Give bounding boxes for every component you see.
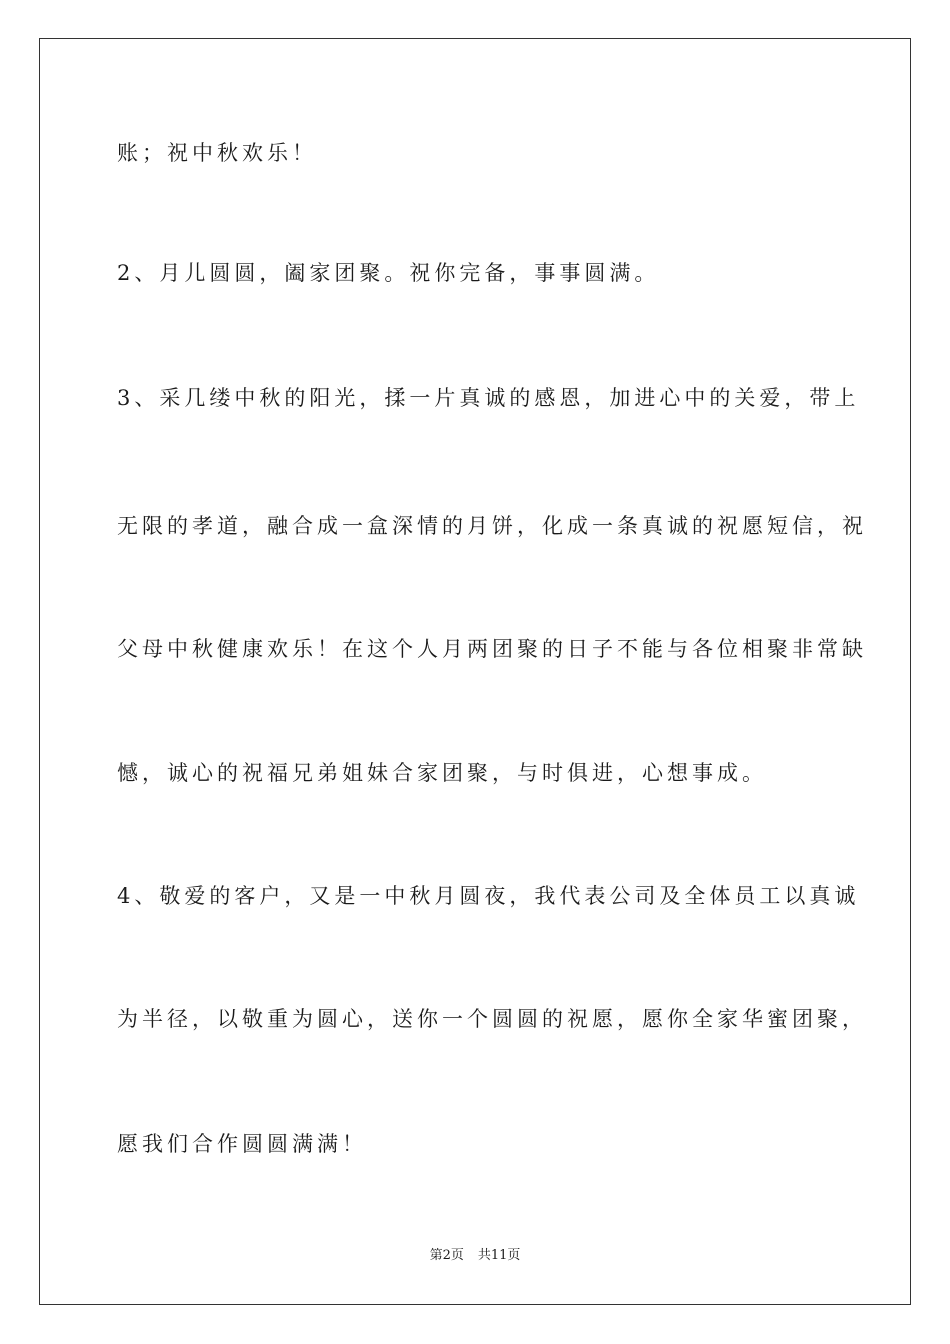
text-line-5: 父母中秋健康欢乐！在这个人月两团聚的日子不能与各位相聚非常缺 bbox=[117, 637, 867, 661]
page-border bbox=[39, 38, 911, 1305]
text-line-7: 4、敬爱的客户，又是一中秋月圆夜，我代表公司及全体员工以真诚 bbox=[117, 884, 860, 908]
text-line-2: 2、月儿圆圆，阖家团聚。祝你完备，事事圆满。 bbox=[117, 261, 660, 285]
text-line-8: 为半径，以敬重为圆心，送你一个圆圆的祝愿，愿你全家华蜜团聚， bbox=[117, 1007, 867, 1031]
text-line-9: 愿我们合作圆圆满满！ bbox=[117, 1132, 367, 1156]
text-line-4: 无限的孝道，融合成一盒深情的月饼，化成一条真诚的祝愿短信，祝 bbox=[117, 514, 867, 538]
total-pages: 共11页 bbox=[477, 1248, 521, 1263]
text-line-3: 3、采几缕中秋的阳光，揉一片真诚的感恩，加进心中的关爱，带上 bbox=[117, 386, 860, 410]
text-line-1: 账；祝中秋欢乐！ bbox=[117, 141, 317, 165]
page-number: 第2页 bbox=[429, 1248, 464, 1263]
page-footer bbox=[0, 1247, 950, 1265]
text-line-6: 憾，诚心的祝福兄弟姐妹合家团聚，与时俱进，心想事成。 bbox=[117, 761, 767, 785]
